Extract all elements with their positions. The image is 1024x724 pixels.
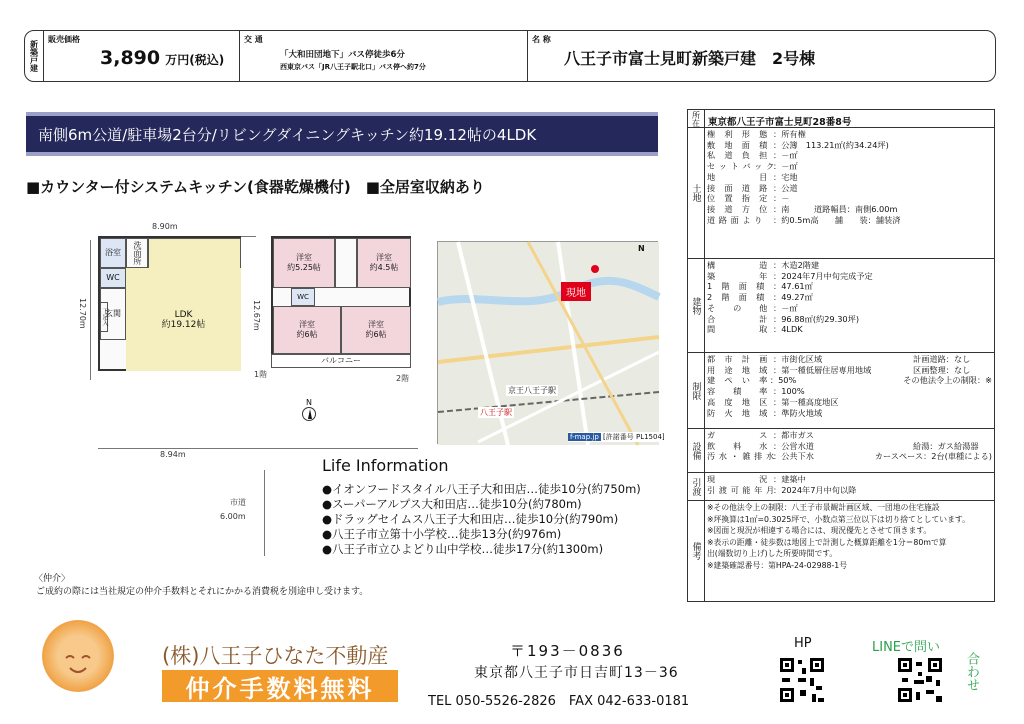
spec-value: [913, 386, 992, 397]
spec-key: 高 度 地 区: [707, 396, 768, 407]
spec-row: [707, 150, 992, 161]
spec-limits: 制限 都 市 計 画 ：市街化区域 計画道路：なし 用 途 地 域 ：第一種低層住居専用地域 区画整理：なし 建 ぺ い 率 ：50% その他法令上の制限：※ 容 積 率 ：100% 高 度 地 区 ：第一種高度地区 防 火 地 域 ：準防火地域: [688, 353, 994, 429]
spec-key: 現 況: [707, 474, 768, 484]
spec-value: ：公共下水: [773, 451, 814, 462]
company-name: (株)八王子ひなた不動産: [162, 644, 389, 668]
spec-key: 敷 地 面 積: [707, 139, 768, 150]
dim-top: 8.90m: [152, 222, 178, 231]
spec-handover: 引渡 現 況 ：建築中 引 渡 可 能 年 月 ：2024年7月中旬以降: [688, 473, 994, 501]
address-value: 東京都八王子市富士見町28番8号: [708, 117, 852, 128]
spec-key: 都 市 計 画: [707, 354, 768, 364]
spec-key: 築 年: [707, 270, 768, 281]
map-credit: f-map.jp: [570, 433, 599, 441]
room-ldk: LDK 約19.12帖: [126, 268, 241, 371]
spec-row: [707, 303, 992, 314]
note-line: ※坪換算は1㎡=0.3025坪で、小数点第三位以下は切り捨てとしています。: [707, 514, 970, 524]
map-station: 京王八王子駅: [508, 386, 556, 395]
spec-value: ：第一種高度地区: [773, 396, 839, 407]
spec-value: [913, 430, 992, 441]
spec-key: 1 階 面 積: [707, 281, 765, 292]
spec-value: ：木造2階建: [773, 260, 820, 270]
spec-row: [707, 215, 992, 226]
spec-key: 引 渡 可 能 年 月: [707, 484, 775, 495]
spec-land: 土地 権 利 形 態 ：所有権 敷 地 面 積 ：公簿 113.21㎡(約34.24坪) 私 道 負 担 ：－㎡ セ ッ ト バ ッ ク ：－㎡ 地 目 ：宅地 接 面 道 路 ：公道 位 置 指 定 ：－ 接 道 方 位 ：南 道路幅員：南側6.00m 道 路 面 よ り ：約0.5m高 舗 装：舗装済: [688, 128, 994, 259]
spec-row: [707, 441, 992, 452]
spec-row: [707, 386, 992, 397]
spec-table: [687, 109, 995, 602]
life-list: [322, 482, 641, 557]
spec-value: ：公簿 113.21㎡(約34.24坪): [773, 139, 889, 150]
room-wc-2f: WC: [291, 288, 315, 306]
spec-key: 容 積 率: [707, 386, 768, 397]
spec-value: その他法令上の制限：※: [903, 375, 992, 386]
property-name: 八王子市富士見町新築戸建 2号棟: [564, 49, 816, 68]
note-line: ※その他法令上の制限：八王子市景観計画区域、一団地の住宅施設: [707, 503, 940, 512]
spec-key: 接 面 道 路: [707, 182, 768, 193]
spec-key: 構 造: [707, 260, 768, 270]
broker-text: ご成約の際には当社規定の仲介手数料とそれにかかる消費税を別途申し受けます。: [36, 587, 369, 597]
hp-qr-icon[interactable]: [778, 656, 826, 704]
note-line: ※表示の距離・徒歩数は地図上で計測した概算距離を1分＝80mで算: [707, 537, 947, 547]
headline-banner: 南側6m公道/駐車場2台分/リビングダイニングキッチン約19.12帖の4LDK: [26, 112, 658, 156]
spec-value: ：96.88㎡(約29.30坪): [773, 313, 860, 324]
spec-value: ：4LDK: [773, 324, 803, 335]
company-logo-sun-icon: [42, 620, 114, 692]
spec-value: ：2024年7月中旬完成予定: [773, 270, 873, 281]
price-unit: 万円(税込): [165, 53, 225, 67]
map-station-2: 八王子駅: [480, 408, 512, 417]
map-graphic: [438, 242, 659, 445]
price-cell: [43, 31, 239, 81]
spec-row: [707, 193, 992, 204]
room-western-2: 洋室 約4.5帖: [357, 238, 411, 288]
spec-value: [913, 397, 992, 408]
spec-value: ：公営水道: [773, 440, 814, 451]
traffic-line-1: 「大和田団地下」バス停徒歩6分: [280, 50, 405, 60]
spec-value: ：47.61㎡: [773, 281, 813, 292]
life-item: ●八王子市立ひよどり山中学校…徒歩17分(約1300m): [322, 542, 604, 556]
spec-value: ：－: [773, 193, 790, 204]
spec-value: [913, 408, 992, 419]
name-label: 名 称: [532, 35, 551, 44]
spec-key: 用 途 地 域: [707, 364, 768, 375]
room-wc-1f: WC: [100, 268, 126, 288]
spec-value: 給湯：ガス給湯器: [913, 440, 979, 451]
spec-value: ：宅地: [773, 171, 798, 182]
spec-row: [707, 485, 992, 496]
broker-title: 〈仲介〉: [34, 574, 71, 584]
price-value: 3,890: [100, 47, 161, 69]
spec-key: 位 置 指 定: [707, 193, 768, 204]
spec-row: [707, 430, 992, 441]
dim-left-2: 12.67m: [252, 300, 261, 331]
traffic-cell: [239, 31, 527, 81]
spec-facility: 設備 ガ ス ：都市ガス 飲 料 水 ：公営水道 給湯：ガス給湯器 汚 水 ・ 雑 排 水 ：公共下水 カースペース：2台(車種による): [688, 429, 994, 473]
spec-row: [707, 324, 992, 335]
spec-key: そ の 他: [707, 302, 768, 313]
floor2-label: 2階: [396, 374, 410, 383]
line-qr-icon[interactable]: [896, 656, 944, 704]
price-label: 販売価格: [48, 35, 80, 44]
postal-code: 〒193－0836: [510, 642, 625, 660]
spec-key: 接 道 方 位: [707, 203, 768, 214]
life-item: ●イオンフードスタイル八王子大和田店…徒歩10分(約750m): [322, 482, 641, 496]
spec-value: ：都市ガス: [773, 430, 814, 440]
spec-key: 間 取: [707, 324, 768, 335]
spec-key: 権 利 形 態: [707, 129, 768, 139]
dim-left-1: 12.70m: [78, 298, 87, 329]
spec-key: 合 計: [707, 313, 768, 324]
spec-key: セ ッ ト バ ッ ク: [707, 161, 775, 172]
map-permit: [許諾番号 PL1504]: [603, 433, 665, 441]
room-western-1: 洋室 約5.25帖: [273, 238, 335, 288]
traffic-label: 交 通: [244, 35, 263, 44]
note-line: 出(端数切り上げ)した所要時間です。: [707, 549, 838, 558]
spec-row: [707, 140, 992, 151]
spec-row: [707, 354, 992, 365]
room-bath: 浴室: [100, 238, 126, 268]
spec-row: [707, 314, 992, 325]
spec-value: ：公道: [773, 182, 798, 193]
contact-phone: TEL 050-5526-2826 FAX 042-633-0181: [428, 694, 690, 709]
spec-row: [707, 292, 992, 303]
spec-address: 所在 東京都八王子市富士見町28番8号: [688, 110, 994, 128]
stair-2f: [335, 238, 357, 288]
spec-row: [707, 397, 992, 408]
spec-value: ：所有権: [773, 129, 806, 139]
spec-key: ガ ス: [707, 430, 768, 440]
spec-value: 区画整理：なし: [913, 364, 971, 375]
feature-line: ■カウンター付システムキッチン(食器乾燥機付) ■全居室収納あり: [26, 178, 485, 196]
fee-free-slogan: 仲介手数料無料: [162, 670, 398, 702]
spec-key: 2 階 面 積: [707, 292, 765, 303]
spec-value: ：南 道路幅員：南側6.00m: [773, 203, 898, 214]
note-line: ※図面と現況が相違する場合には、現況優先とさせて頂きます。: [707, 526, 932, 535]
life-title: Life Information: [322, 456, 449, 475]
map-north-icon: N: [638, 244, 645, 253]
spec-row: [707, 260, 992, 271]
life-item: ●八王子市立第十小学校…徒歩13分(約976m): [322, 527, 562, 541]
balcony: バルコニー: [271, 354, 411, 368]
spec-row: [707, 161, 992, 172]
site-marker: 現地: [561, 282, 591, 301]
spec-key: 建 ぺ い 率: [707, 375, 768, 386]
spec-notes: 備考 ※その他法令上の制限：八王子市景観計画区域、一団地の住宅施設 ※坪換算は1㎡=0.3025坪で、小数点第三位以下は切り捨てとしています。 ※図面と現況が相違する場合には、現況優先とさせて頂きます。 ※表示の距離・徒歩数は地図上で計測した概算距離を1分＝80mで算 出(端数切り上げ)した所要時間です。 ※建築確認番号：第HPA-24-02988-1号: [688, 501, 994, 601]
category-label: 新築戸建: [29, 40, 39, 72]
room-western-4: 洋室 約6帖: [341, 306, 411, 354]
spec-row: [707, 183, 992, 194]
name-cell: [527, 31, 995, 81]
spec-row: [707, 408, 992, 419]
spec-row: [707, 281, 992, 292]
note-line: ※建築確認番号：第HPA-24-02988-1号: [707, 560, 848, 570]
spec-row: [707, 172, 992, 183]
spec-row: [707, 129, 992, 140]
spec-value: ：建築中: [773, 474, 806, 484]
spec-row: [707, 365, 992, 376]
life-item: ●ドラッグセイムス八王子大和田店…徒歩10分(約790m): [322, 512, 619, 526]
spec-row: [707, 204, 992, 215]
spec-key: 汚 水 ・ 雑 排 水: [707, 451, 775, 462]
room-washroom: 洗面所: [126, 238, 148, 268]
company-address: 東京都八王子市日吉町13－36: [474, 665, 679, 681]
floor1-label: 1階: [254, 370, 268, 379]
floorplan-compass: N: [300, 398, 318, 421]
dim-bottom: 8.94m: [160, 450, 186, 459]
spec-value: ：－㎡: [773, 302, 798, 313]
spec-row: [707, 271, 992, 282]
spec-row: [707, 451, 992, 462]
area-map: [437, 241, 665, 444]
spec-value: ：100%: [773, 386, 805, 397]
hp-label: HP: [794, 636, 812, 651]
spec-building: 建物 構 造 ：木造2階建 築 年 ：2024年7月中旬完成予定 1 階 面 積 ：47.61㎡ 2 階 面 積 ：49.27㎡ そ の 他 ：－㎡ 合 計 ：96.88㎡(約29.30坪) 間 取 ：4LDK: [688, 259, 994, 353]
spec-row: [707, 375, 992, 386]
room-entrance: 玄関: [100, 288, 126, 340]
life-item: ●スーパーアルプス大和田店…徒歩10分(約780m): [322, 497, 582, 511]
spec-row: [707, 474, 992, 485]
spec-key: 飲 料 水: [707, 440, 768, 451]
spec-value: ：市街化区域: [773, 354, 823, 364]
room-western-3: 洋室 約6帖: [273, 306, 341, 354]
line-label-2: 合わせ: [964, 652, 979, 691]
spec-value: ：－㎡: [773, 150, 798, 161]
spec-key: 防 火 地 域: [707, 407, 768, 418]
spec-value: ：準防火地域: [773, 407, 823, 418]
spec-value: ：－㎡: [773, 161, 798, 172]
floor2-plan: [271, 236, 411, 354]
spec-value: ：第一種低層住居専用地域: [773, 364, 872, 375]
floor1-plan: [98, 236, 241, 371]
spec-value: カースペース：2台(車種による): [874, 451, 992, 462]
spec-key: 地 目: [707, 171, 768, 182]
spec-value: ：50%: [769, 375, 797, 386]
traffic-line-2: 西東京バス「JR八王子駅北口」バス停へ約7分: [280, 63, 426, 71]
spec-key: 道 路 面 よ り: [707, 214, 763, 225]
header-bar: [24, 30, 996, 82]
spec-key: 私 道 負 担: [707, 150, 768, 161]
shoe-closet: 下足入: [100, 302, 108, 332]
road-label: 市道: [230, 498, 246, 507]
line-label: LINEで問い: [872, 640, 941, 655]
spec-value: 計画道路：なし: [913, 354, 971, 364]
road-width: 6.00m: [220, 512, 246, 521]
spec-value: ：約0.5m高 舗 装：舗装済: [773, 214, 901, 225]
spec-value: ：2024年7月中旬以降: [773, 484, 857, 495]
spec-value: ：49.27㎡: [773, 292, 813, 303]
